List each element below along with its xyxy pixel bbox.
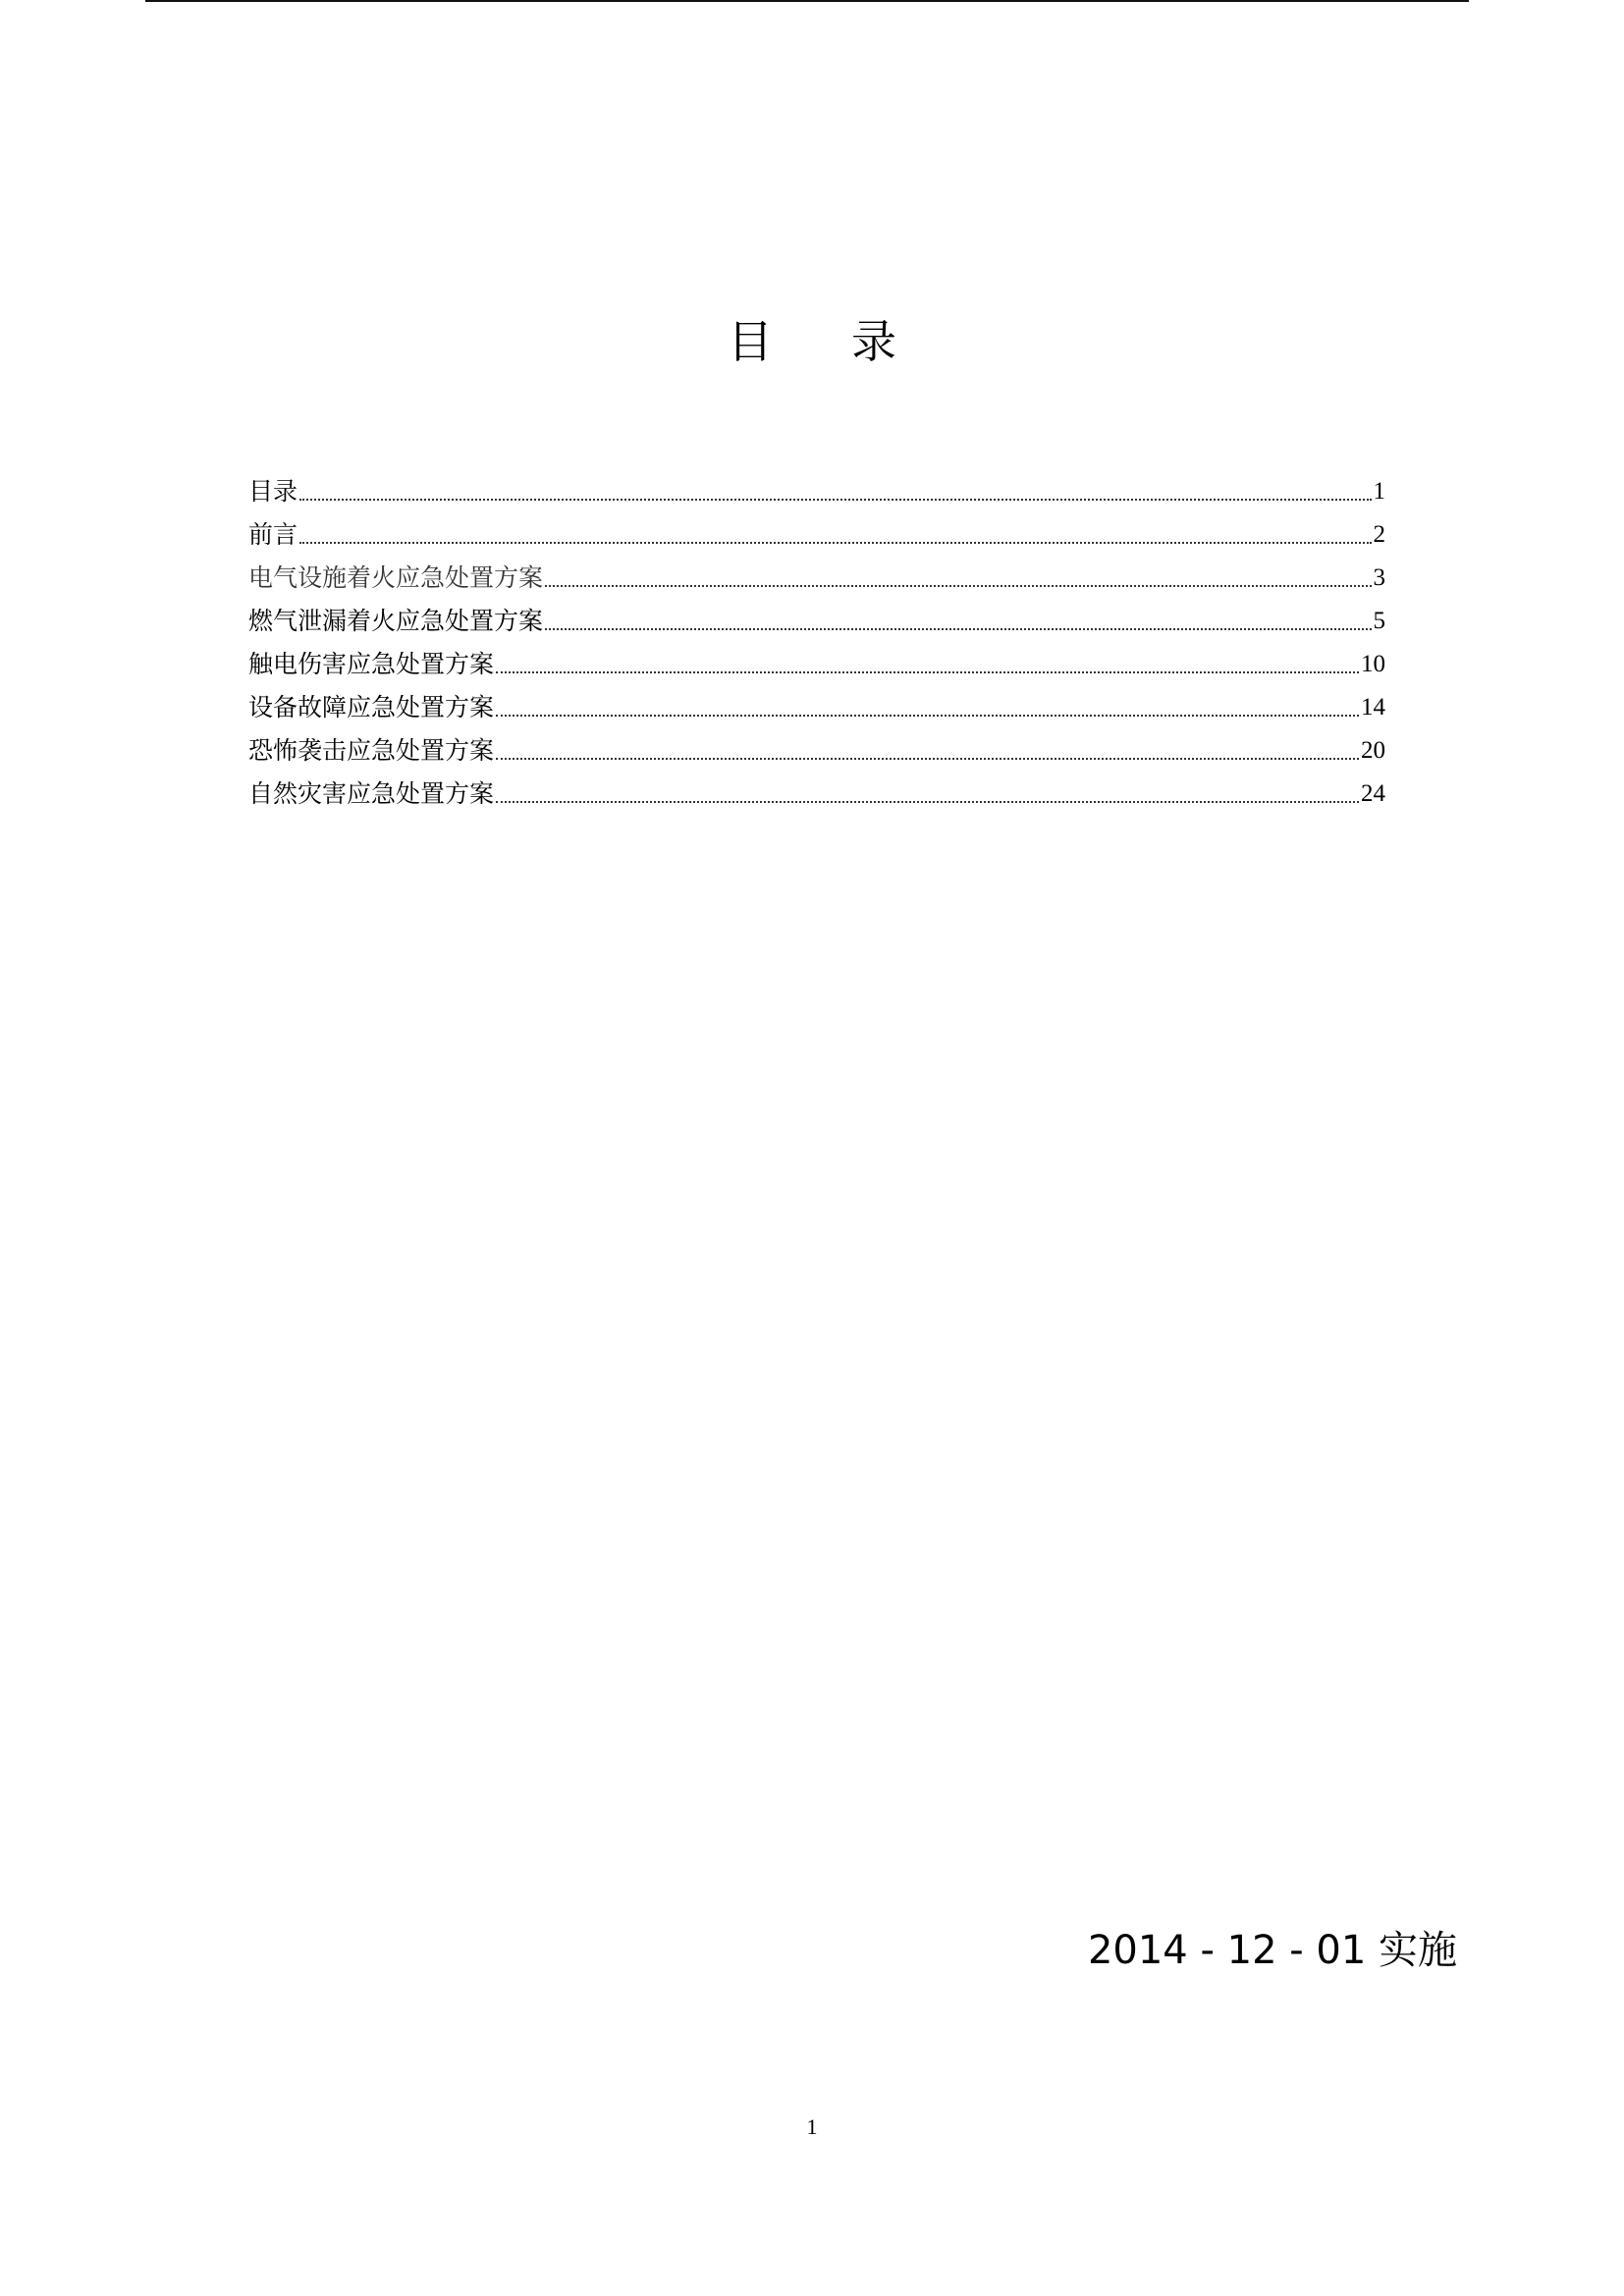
toc-title: 目录 <box>728 315 975 368</box>
dot-leader <box>299 498 1371 501</box>
toc-entry-label: 自然灾害应急处置方案 <box>248 779 495 808</box>
table-of-contents <box>248 463 1385 809</box>
toc-entry-page: 1 <box>1373 478 1385 505</box>
page-number: 1 <box>806 2114 818 2139</box>
toc-entry-label: 恐怖袭击应急处置方案 <box>248 736 495 765</box>
toc-entry-label: 燃气泄漏着火应急处置方案 <box>248 607 544 635</box>
top-rule <box>145 0 1469 2</box>
toc-entry-page: 3 <box>1373 564 1385 591</box>
toc-entry-label: 触电伤害应急处置方案 <box>248 650 495 678</box>
toc-entry-terrorist-attack[interactable] <box>248 722 1385 766</box>
toc-entry-equipment-failure[interactable] <box>248 679 1385 722</box>
toc-entry-electrical-fire[interactable] <box>248 550 1385 593</box>
toc-entry-electric-shock[interactable] <box>248 636 1385 679</box>
dot-leader <box>496 714 1359 717</box>
toc-entry-page: 24 <box>1361 780 1385 807</box>
toc-entry-gas-leak-fire[interactable] <box>248 593 1385 636</box>
dot-leader <box>545 627 1371 630</box>
dot-leader <box>545 584 1371 587</box>
toc-entry-label: 设备故障应急处置方案 <box>248 693 495 721</box>
dot-leader <box>299 541 1371 544</box>
toc-entry-contents[interactable] <box>248 463 1385 507</box>
toc-entry-page: 14 <box>1361 694 1385 721</box>
dot-leader <box>496 800 1359 803</box>
toc-entry-page: 10 <box>1361 651 1385 677</box>
toc-entry-preface[interactable] <box>248 507 1385 550</box>
toc-entry-label: 电气设施着火应急处置方案 <box>248 563 544 592</box>
toc-entry-page: 20 <box>1361 737 1385 764</box>
dot-leader <box>496 670 1359 673</box>
dot-leader <box>496 757 1359 760</box>
toc-entry-label: 目录 <box>248 477 298 506</box>
toc-entry-page: 2 <box>1373 521 1385 548</box>
toc-entry-page: 5 <box>1373 608 1385 634</box>
toc-entry-label: 前言 <box>248 520 298 549</box>
implementation-date: 2014 - 12 - 01 实施 <box>1087 1928 1457 1973</box>
toc-entry-natural-disaster[interactable] <box>248 766 1385 809</box>
